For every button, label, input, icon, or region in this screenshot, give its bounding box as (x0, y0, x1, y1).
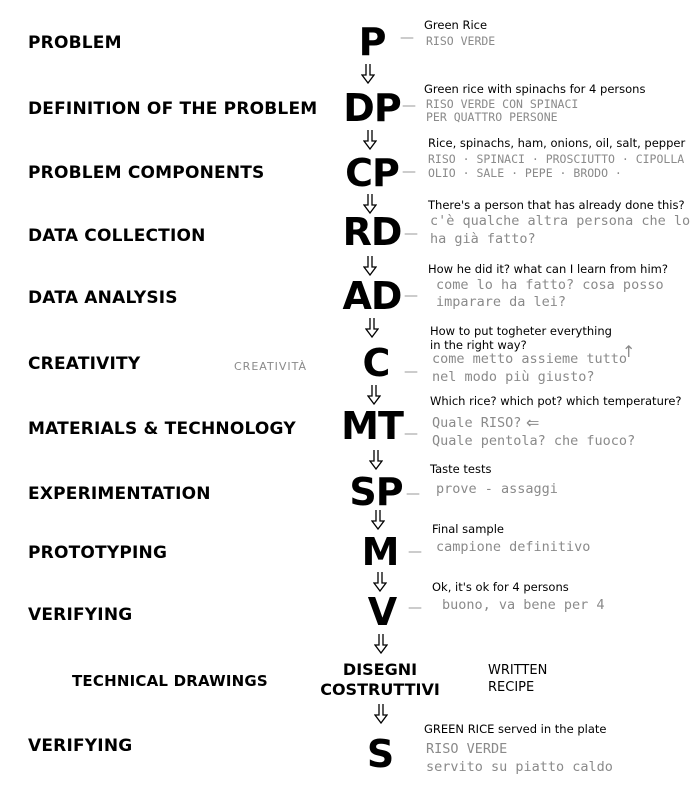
step-label-prototyping: PROTOTYPING (28, 543, 168, 563)
down-arrow-icon (365, 318, 379, 338)
code-disegni-costruttivi: DISEGNI COSTRUTTIVI (320, 660, 440, 699)
step-label-data-analysis: DATA ANALYSIS (28, 288, 178, 308)
code-cp: CP (345, 151, 399, 195)
connector-dash: — (408, 600, 422, 616)
note-it: RISO VERDE CON SPINACI (426, 97, 579, 111)
note-it: PER QUATTRO PERSONE (426, 110, 558, 124)
note-it: prove - assaggi (436, 481, 558, 497)
note-it: RISO · SPINACI · PROSCIUTTO · CIPOLLA (428, 152, 685, 166)
step-label-materials: MATERIALS & TECHNOLOGY (28, 419, 296, 439)
note-it: buono, va bene per 4 (442, 597, 605, 613)
step-label-components: PROBLEM COMPONENTS (28, 163, 265, 183)
code-s: S (366, 732, 394, 776)
code-ad: AD (342, 274, 402, 318)
code-sp: SP (349, 470, 403, 514)
connector-dash: — (404, 364, 418, 380)
step-label-problem: PROBLEM (28, 33, 122, 53)
connector-dash: — (402, 98, 416, 114)
written-recipe-note: WRITTEN RECIPE (488, 663, 548, 695)
note-it: Quale pentola? che fuoco? (432, 433, 636, 449)
down-arrow-icon (361, 64, 375, 84)
creativita-note: CREATIVITÀ (234, 360, 308, 373)
connector-dash: — (404, 426, 418, 442)
step-label-verifying: VERIFYING (28, 605, 133, 625)
note-it: servito su piatto caldo (426, 759, 613, 775)
note-it: nel modo più giusto? (432, 369, 595, 385)
note-en: Ok, it's ok for 4 persons (432, 580, 569, 594)
step-label-technical-drawings: TECHNICAL DRAWINGS (72, 672, 268, 690)
down-arrow-icon (363, 256, 377, 276)
step-label-creativity: CREATIVITY (28, 354, 141, 374)
down-arrow-icon (374, 704, 388, 724)
note-en: There's a person that has already done this? (428, 198, 685, 212)
note-en: Green rice with spinachs for 4 persons (424, 82, 646, 96)
note-it: OLIO · SALE · PEPE · BRODO · (428, 166, 622, 180)
down-arrow-icon (363, 194, 377, 214)
step-label-verifying-final: VERIFYING (28, 736, 133, 756)
note-en: Final sample (432, 522, 504, 536)
connector-dash: — (408, 544, 422, 560)
note-it: campione definitivo (436, 539, 591, 555)
up-arrow-icon: ↑ (622, 342, 636, 361)
down-arrow-icon (374, 634, 388, 654)
connector-dash: — (404, 226, 418, 242)
connector-dash: — (406, 486, 420, 502)
note-en: How he did it? what can I learn from him? (428, 262, 668, 276)
left-arrow-icon: ⇐ (526, 413, 540, 432)
step-label-data-collection: DATA COLLECTION (28, 226, 206, 246)
down-arrow-icon (373, 572, 387, 592)
step-label-definition: DEFINITION OF THE PROBLEM (28, 99, 318, 119)
connector-dash: — (404, 288, 418, 304)
note-it: imparare da lei? (436, 294, 567, 310)
note-it: Quale RISO? (432, 415, 522, 431)
code-mt: MT (341, 404, 403, 448)
code-m: M (361, 530, 399, 574)
note-it: RISO VERDE (426, 741, 508, 757)
connector-dash: — (400, 30, 414, 46)
note-it: come lo ha fatto? cosa posso (436, 277, 664, 293)
note-en: Green Rice (424, 18, 488, 32)
down-arrow-icon (367, 385, 381, 405)
connector-dash: — (402, 164, 416, 180)
note-en: Rice, spinachs, ham, onions, oil, salt, pepper (428, 136, 686, 150)
code-c: C (362, 341, 390, 385)
step-label-experimentation: EXPERIMENTATION (28, 484, 211, 504)
code-dp: DP (343, 86, 401, 130)
note-it: ha già fatto? (430, 231, 536, 247)
note-en: Which rice? which pot? which temperature? (430, 394, 682, 408)
note-it: c'è qualche altra persona che lo (430, 213, 691, 229)
down-arrow-icon (369, 450, 383, 470)
down-arrow-icon (363, 130, 377, 150)
down-arrow-icon (371, 510, 385, 530)
note-it: RISO VERDE (426, 34, 496, 48)
note-en: How to put togheter everything in the right way? (430, 324, 612, 352)
code-rd: RD (342, 210, 402, 254)
note-en: GREEN RICE served in the plate (424, 722, 607, 736)
code-p: P (358, 20, 386, 64)
code-v: V (367, 590, 397, 634)
note-en: Taste tests (430, 462, 492, 476)
note-it: come metto assieme tutto (432, 351, 628, 367)
